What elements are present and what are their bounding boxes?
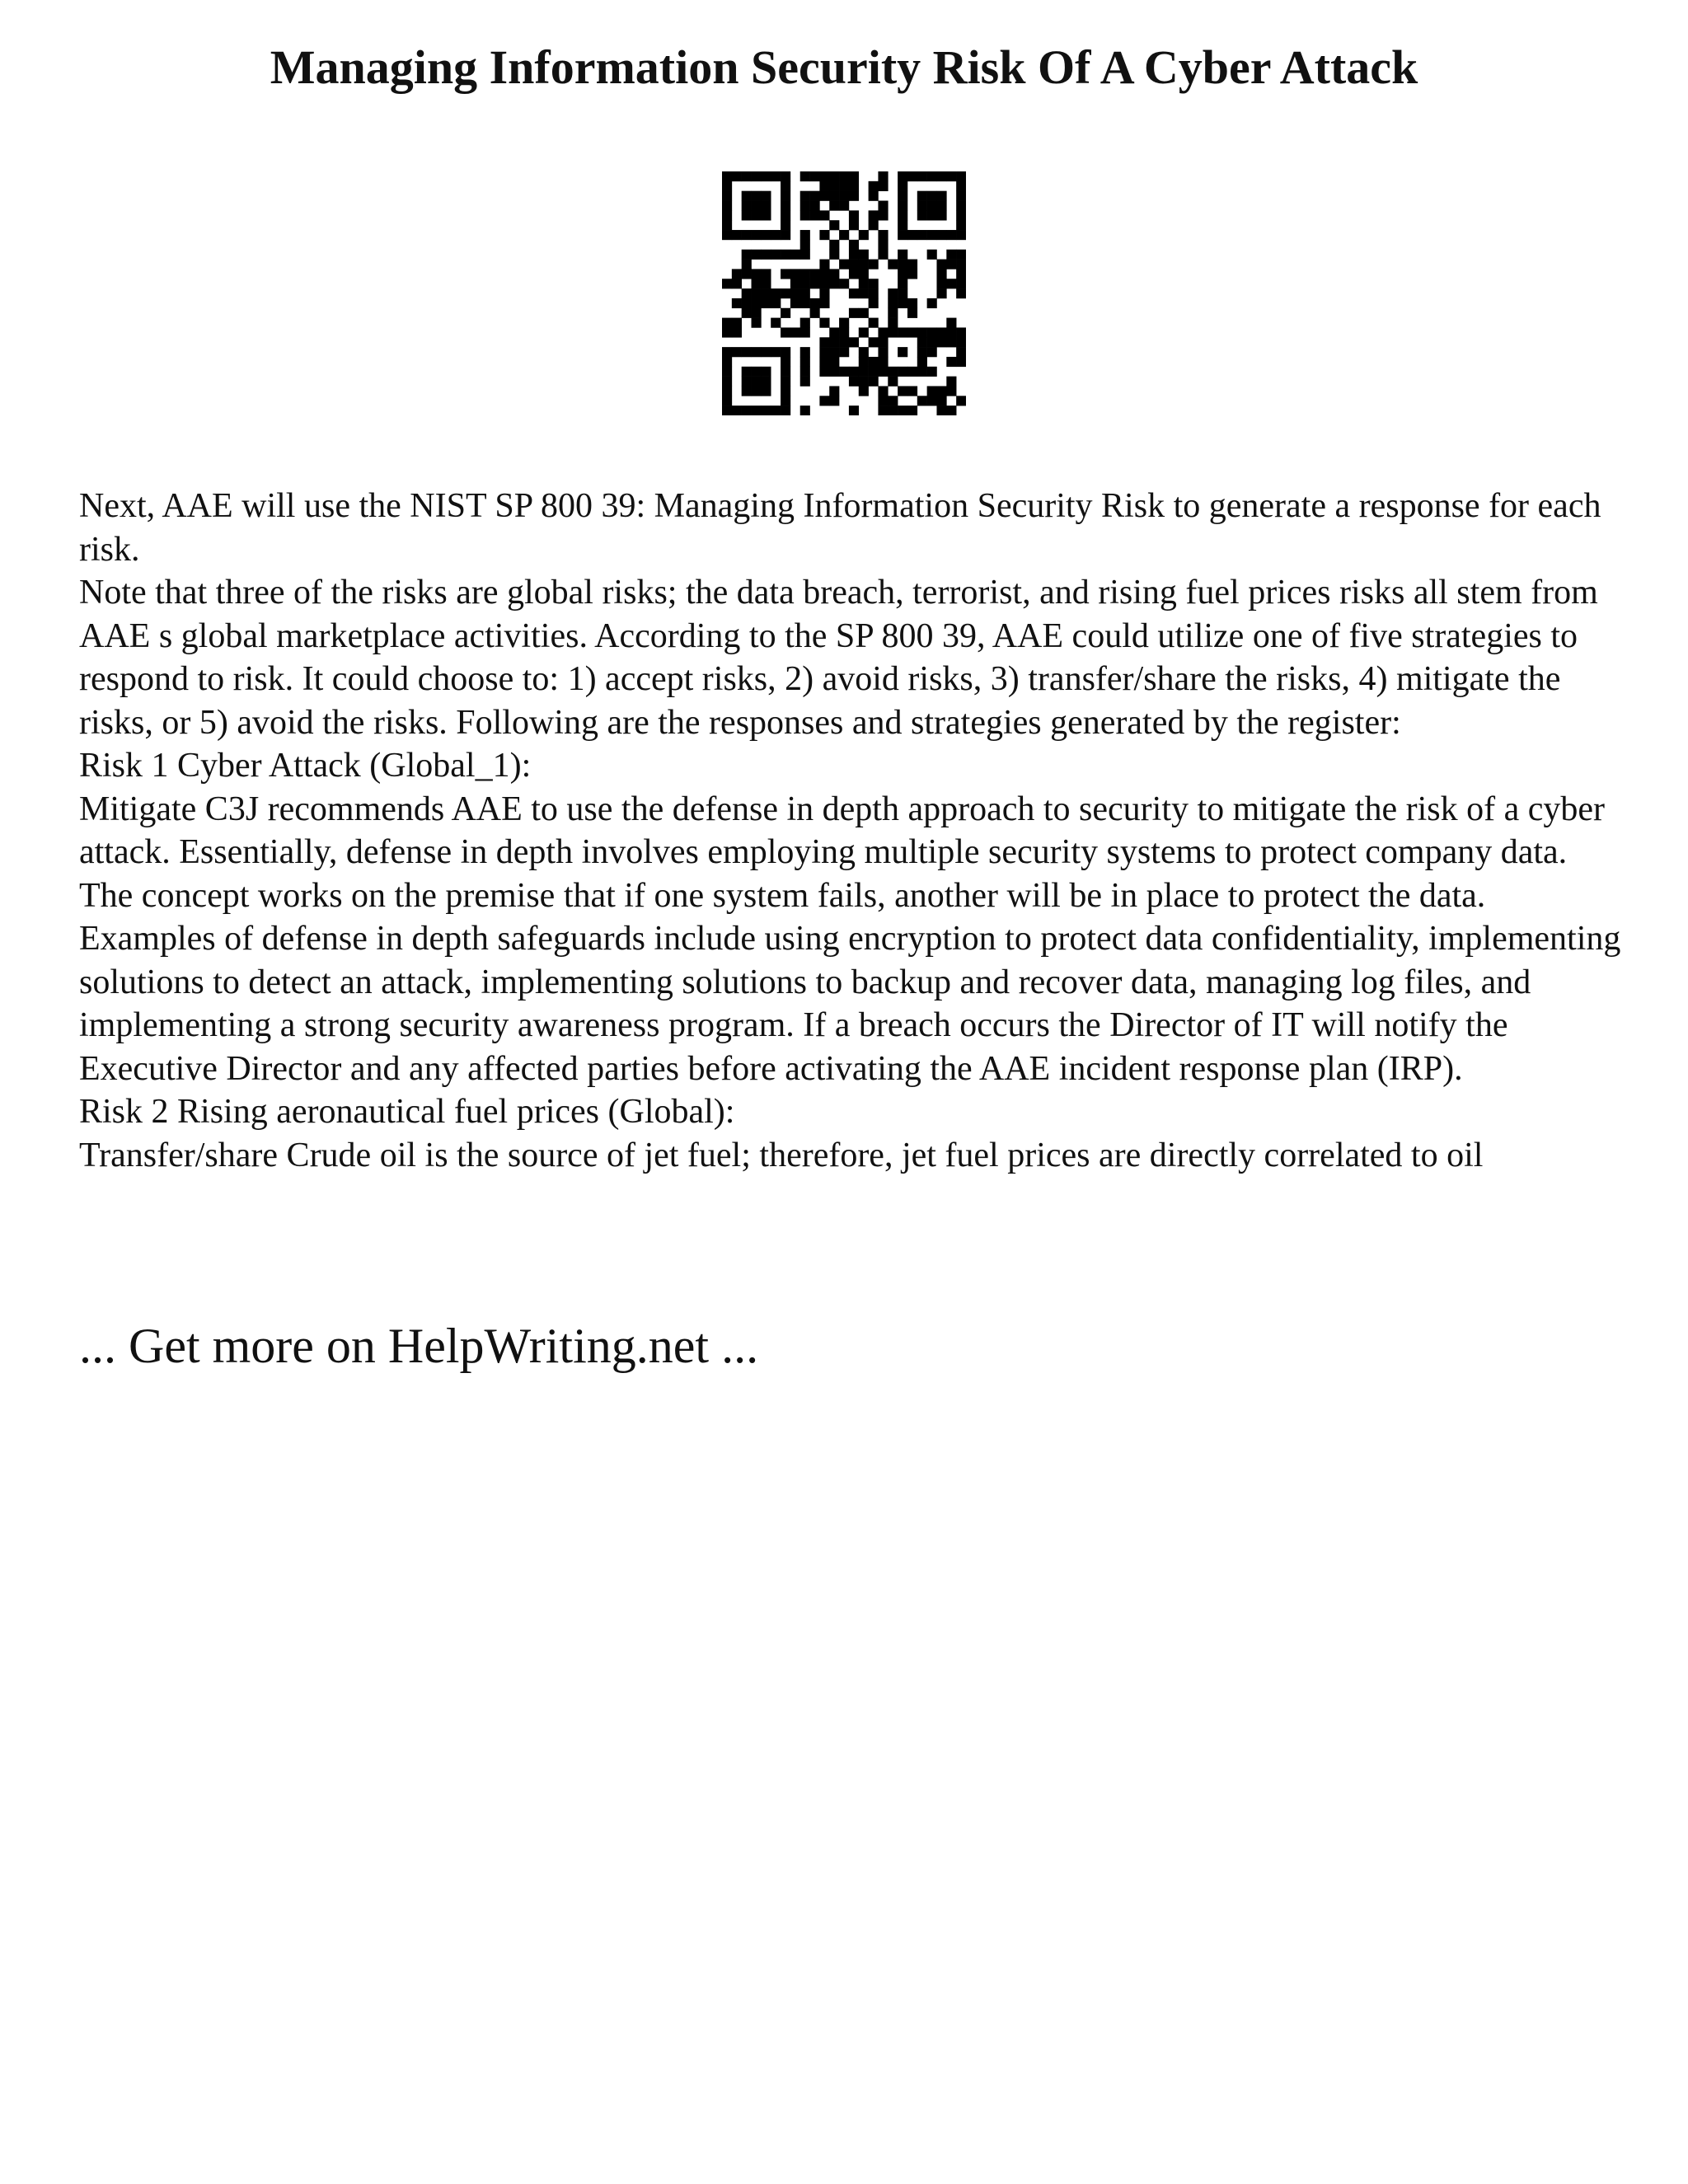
paragraph: Next, AAE will use the NIST SP 800 39: Managing Information Security Risk to generate a response for each risk. bbox=[79, 487, 1601, 569]
paragraph: Transfer/share Crude oil is the source of jet fuel; therefore, jet fuel prices are directly correlated to oil bbox=[79, 1136, 1484, 1174]
document-body bbox=[79, 485, 1629, 1177]
paragraph: Mitigate C3J recommends AAE to use the defense in depth approach to security to mitigate the risk of a cyber attack. Essentially, defense in depth involves employing multiple security systems to protect company data. The concept works on the premise that if one system fails, another will be in place to protect the data. Examples of defense in depth safeguards include using encryption to protect data confidentiality, implementing solutions to detect an attack, implementing solutions to backup and recover data, managing log files, and implementing a strong security awareness program. If a breach occurs the Director of IT will notify the Executive Director and any affected parties before activating the AAE incident response plan (IRP). bbox=[79, 790, 1621, 1088]
get-more-link[interactable]: ... Get more on HelpWriting.net ... bbox=[79, 1319, 759, 1373]
page-title: Managing Information Security Risk Of A Cyber Attack bbox=[270, 40, 1418, 94]
risk-heading: Risk 2 Rising aeronautical fuel prices (Global): bbox=[79, 1093, 735, 1131]
paragraph: Note that three of the risks are global risks; the data breach, terrorist, and rising fuel prices risks all stem from AAE s global marketplace activities. According to the SP 800 39, AAE could utilize one of five strategies to respond to risk. It could choose to: 1) accept risks, 2) avoid risks, 3) transfer/share the risks, 4) mitigate the risks, or 5) avoid the risks. Following are the responses and strategies generated by the register: bbox=[79, 574, 1598, 742]
qr-code-icon bbox=[722, 171, 966, 415]
risk-heading: Risk 1 Cyber Attack (Global_1): bbox=[79, 747, 532, 785]
